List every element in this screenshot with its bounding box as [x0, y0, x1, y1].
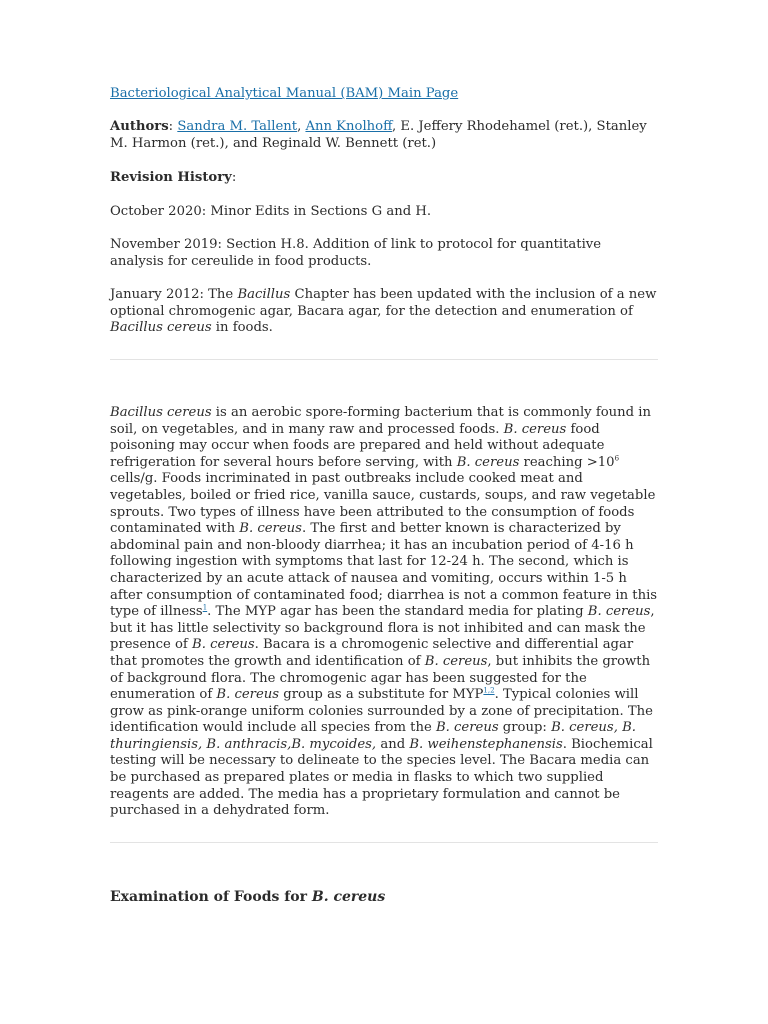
authors-line: Authors: Sandra M. Tallent, Ann Knolhoff, E. Jeffery Rhodehamel (ret.), Stanley M. Harmon (ret.), and Reginald W. Bennett (ret.): [110, 119, 647, 151]
section-divider: [110, 842, 658, 843]
authors-rest: , E. Jeffery Rhodehamel (ret.), Stanley M. Harmon (ret.), and Reginald W. Bennett (ret.): [110, 119, 647, 151]
reference-link-1-2[interactable]: 1,2: [483, 686, 495, 695]
authors-label: Authors: [110, 119, 169, 134]
author-link-tallent[interactable]: Sandra M. Tallent: [177, 119, 298, 134]
revision-entry-oct-2020: October 2020: Minor Edits in Sections G and H.: [110, 204, 432, 219]
exponent: 6: [614, 454, 620, 463]
section-divider: [110, 359, 658, 360]
examination-heading: Examination of Foods for B. cereus: [110, 889, 386, 905]
revision-entry-jan-2012: January 2012: The Bacillus Chapter has been updated with the inclusion of a new optional chromogenic agar, Bacara agar, for the detection and enumeration of Bacillus cereus in foods.: [110, 287, 657, 336]
reference-link-1[interactable]: 1: [202, 603, 208, 612]
revision-history-heading: Revision History:: [110, 170, 237, 185]
author-link-knolhoff[interactable]: Ann Knolhoff: [305, 119, 392, 134]
bam-main-page-link[interactable]: Bacteriological Analytical Manual (BAM) Main Page: [110, 86, 459, 101]
revision-entry-nov-2019: November 2019: Section H.8. Addition of link to protocol for quantitative analysis for cereulide in food products.: [110, 237, 602, 269]
intro-paragraph: Bacillus cereus is an aerobic spore-forming bacterium that is commonly found in soil, on vegetables, and in many raw and processed foods. B. cereus food poisoning may occur when foods are prepared and held without adequate refrigeration for several hours before serving, with B. cereus reaching $>10^6$ cells/g. Foods incriminated in past outbreaks include cooked meat and vegetables, boiled or fried rice, vanilla sauce, custards, soups, and raw vegetable sprouts. Two types of illness have been attributed to the consumption of foods contaminated with B. cereus. The first and better known is characterized by abdominal pain and non-bloody diarrhea; it has an incubation period of 4-16 h following ingestion with symptoms that last for 12-24 h. The second, which is characterized by an acute attack of nausea and vomiting, occurs within 1-5 h after consumption of contaminated food; diarrhea is not a common feature in this type of illness$^1$. The MYP agar has been the standard media for plating B. cereus, but it has little selectivity so background flora is not inhibited and can mask the presence of B. cereus. Bacara is a chromogenic selective and differential agar that promotes the growth and identification of B. cereus, but inhibits the growth of background flora. The chromogenic agar has been suggested for the enumeration of B. cereus group as a substitute for MYP$^{1,2}$. Typical colonies will grow as pink-orange uniform colonies surrounded by a zone of precipitation. The identification would include all species from the B. cereus group: B. cereus, B. thuringiensis, B. anthracis,B. mycoides, and B. weihenstephanensis. Biochemical testing will be necessary to delineate to the species level. The Bacara media can be purchased as prepared plates or media in flasks to which two supplied reagents are added. The media has a proprietary formulation and cannot be purchased in a dehydrated form.: [110, 405, 658, 819]
